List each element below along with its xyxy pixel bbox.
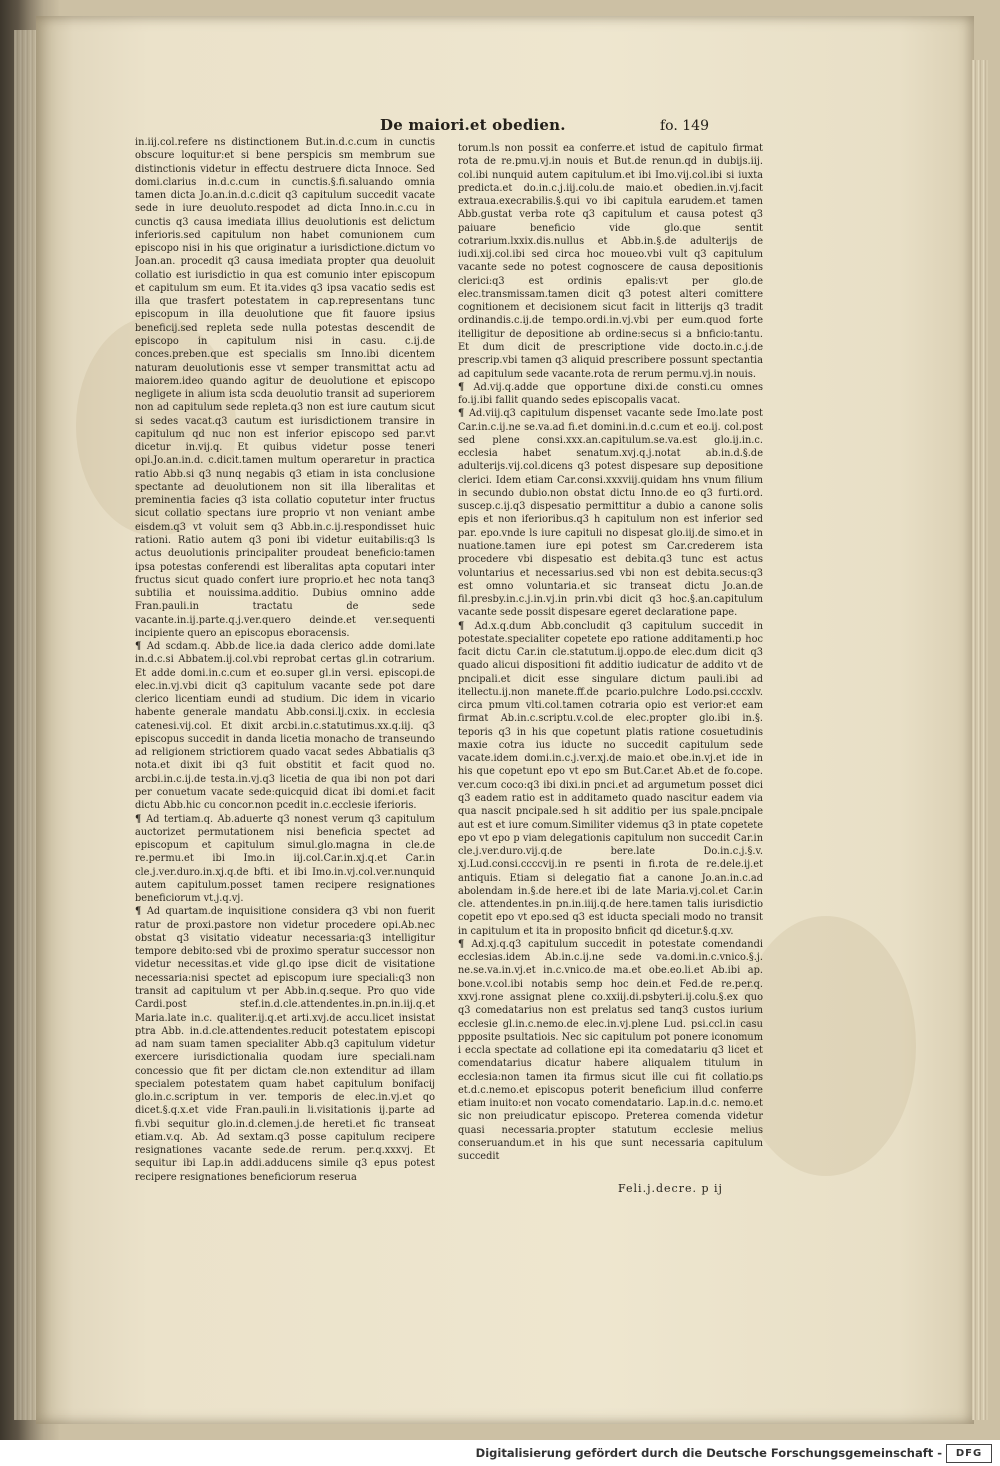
pilcrow-icon: ¶	[135, 813, 147, 825]
paragraph: ¶ Ad.x.q.dum Abb.concludit q3 capitulum succedit in potestate.specialiter copetete epo ratione additamenti.p hoc facit dictu Car.in cle.statutum.ij.oppo.de elec.dum dicit q3 quado alicui dispositioni fit additio iudicatur de addito vt de pncipali.et dicit esse singulare dictum pauli.ibi ad itellectu.ij.non manete.ff.de pcario.pulchre Lodo.psi.cccxlv. circa pmum vlti.col.tamen cotraria opio est verior:et eam firmat Ab.in.c.scriptu.v.col.de elec.propter glo.ibi in.§. teporis q3 in his que copetunt platis ratione cosuetudinis maxie cotra ius iducte no succedit capitulum sede vacate.idem domi.in.c.j.ver.xj.de maio.et obe.in.vj.et ide in his que copetunt epo vt epo sm But.Car.et Ab.et de fo.cope. ver.cum coco:q3 ibi dixi.in pnci.et ad argumetum posset dici q3 eadem ratio est in additameto quado nascitur eadem via qua nascit pncipale.sed h sit additio per ius spale.pncipale aut est et iure comum.Similiter videmus q3 in ptate copetete epo vt epo p viam delegationis capitulum non succedit Car.in cle.j.ver.duro.vij.q.de bere.late Do.in.c.j.§.v. xj.Lud.consi.ccccvij.in re psenti in fi.rota de re.dele.ij.et antiquis. Etiam si delegatio fiat a canone Jo.an.in.c.ad abolendam in.§.de here.et ibi de late Maria.vj.col.et Car.in cle. attendentes.in pn.in.iiij.q.de here.tamen talis iurisdictio copetit epo vt epo.sed q3 est iducta speciali modo no transit in capitulum et ita in proposito bnficit qd dicetur.§.q.xv.	[458, 620, 763, 937]
dfg-logo-icon: DFG	[946, 1444, 992, 1463]
paragraph: ¶ Ad scdam.q. Abb.de lice.ia dada clerico adde domi.late in.d.c.si Abbatem.ij.col.vbi reprobat certas gl.in cotrarium. Et adde domi.in.c.cum et eo.super gl.in versi. episcopi.de elec.in.vj.vbi dicit q3 capitulum vacante sede pot dare clerico licentiam eundi ad studium. Dic idem in vicario habente generale mandatu Abb.consi.lj.cxix. in ecclesia catenesi.vij.col. Et dixit arcbi.in.c.statutimus.xx.q.iij. q3 episcopus succedit in danda licetia monacho de transeundo ad religionem strictiorem quado vacat sedes Abbatialis q3 nota.et dixit ibi q3 fuit obstitit et facit quod no. arcbi.in.c.ij.de testa.in.vj.q3 licetia de qua ibi non pot dari per conuetum vacate sede:quicquid dicat ibi domi.et facit dictu Abb.hic cu concor.non pcedit in.c.ecclesie iferioris.	[135, 641, 435, 812]
paragraph: ¶ Ad.xj.q.q3 capitulum succedit in potestate comendandi ecclesias.idem Ab.in.c.ij.ne sede va.domi.in.c.vnico.§.j. ne.se.va.in.vj.et in.c.vnico.de ma.et obe.eo.li.et Ab.ibi ap. bone.v.col.ibi notabis semp hoc dein.et Fed.de re.per.q. xxvj.rone assignat plene co.xxiij.di.psbyteri.ij.colu.§.ex quo q3 comedatarius non est prelatus sed tanq3 custos iurium ecclesie gl.in.c.nemo.de elec.in.vj.plene Lud. psi.ccl.in casu ppposite psultatiois. Nec sic capitulum pot ponere iconomum i eccla spectate ad collatione epi ita comedatariu q3 licet et comendatarius dicatur habere aliqualem titulum in ecclesia:non tamen ita firmus sicut ille cui fit collatio.ps et.d.c.nemo.et episcopus poterit beneficium illud conferre etiam inuito:et non vocato comendatario. Lap.in.d.c. nemo.et sic non preiudicatur episcopo. Preterea comenda videtur quasi necessaria.propter statutum ecclesie melius conseruandum.et in his que sunt necessaria capitulum succedit	[458, 938, 763, 1163]
running-head: De maiori.et obedien.	[380, 116, 566, 134]
signature-mark: Feli.j.decre. p ij	[618, 1182, 723, 1195]
paragraph: ¶ Ad quartam.de inquisitione considera q3 vbi non fuerit ratur de proxi.pastore non videtur procedere opi.Ab.nec obstat q3 visitatio videatur necessaria:q3 intelligitur tempore debito:sed vbi de proximo speratur successor non videtur necessitas.et vide gl.qo ipse dicit de visitatione necessaria:nisi spectet ad episcopum iure speciali:q3 non transit ad capitulum vt per Abb.in.q.seque. Pro quo vide Cardi.post stef.in.d.cle.attendentes.in.pn.in.iij.q.et Maria.late in.c. qualiter.ij.q.et arti.xvj.de accu.licet insistat ptra Abb. in.d.cle.attendentes.reducit potestatem episcopi ad nam suam tamen specialiter Abb.q3 capitulum videtur exercere iurisdictionalia quodam iure speciali.nam concessio que fit per dictam cle.non extenditur ad illam specialem potestatem quam habet capitulum bonifacij glo.in.c.scriptum in ver. temporis de elec.in.vj.et qo dicet.§.q.x.et vide Fran.pauli.in li.visitationis ij.parte ad fi.vbi sequitur glo.in.d.clemen.j.de hereti.et fic transeat etiam.v.q. Ab. Ad sextam.q3 posse capitulum recipere resignationes vacante sede.de rerum. per.q.xxxvj. Et sequitur ibi Lap.in addi.adducens simile q3 epus potest recipere resignationes beneficiorum reserua	[135, 906, 435, 1183]
paragraph: ¶ Ad tertiam.q. Ab.aduerte q3 nonest verum q3 capitulum auctorizet permutationem nisi beneficia spectet ad episcopum et capitulum simul.glo.magna in cle.de re.permu.et ibi Imo.in iij.col.Car.in.xj.q.et Car.in cle.j.ver.duro.in.xj.q.de bfti. et ibi Imo.in.vj.col.ver.nunquid autem capitulum.posset tamen recipere resignationes beneficiorum vt.j.q.vj.	[135, 813, 435, 905]
folio-number: fo. 149	[660, 118, 709, 134]
left-page-edges	[14, 30, 36, 1420]
paragraph: in.iij.col.refere ns distinctionem But.in.d.c.cum in cunctis obscure loquitur:et si bene perspicis sm membrum sue distinctionis videtur in effectu destruere dicta Innoce. Sed domi.clarius in.d.c.cum in cunctis.§.fi.saluando omnia tamen dicta Jo.an.in.d.c.dicit q3 capitulum succedit vacate sede in iure deuoluto.respodet ad dicta Inno.in.c.cu in cunctis q3 causa imediata illius deuolutionis est delictum inferioris.sed capitulum non habet comunionem cum episcopo nisi in his que originatur a iurisdictione.dictum vo Joan.an. procedit q3 causa imediata propter qua deuoluit collatio est iurisdictio in qua est comunio inter episcopum et capitulum sm eum. Et ita.vides q3 ipsa vacatio sedis est illa que trasfert potestatem in cap.representans tunc episcopum in illa deuolutione que fit fauore ipsius beneficij.sed repleta sede nulla potestas descendit de episcopo in capitulum nisi in casu. c.ij.de conces.preben.que est specialis sm Inno.ibi dicentem naturam deuolutionis esse vt semper transmittat actu ad maiorem.ideo quando agitur de deuolutione et episcopo negligete in alium ista scda deuolutio transit ad superiorem non ad capitulum sede repleta.q3 non est iure cautum sicut si sedes vacat.q3 cautum est iurisdictionem transire in capitulum qd nuc non est inferior episcopo sed par.vt dicetur in.vij.q. Et quibus videtur posse teneri opi.Jo.an.in.d. c.dicit.tamen multum operaretur in practica ratio Abb.si q3 nunq negabis q3 etiam in ista conclusione spectante ad deuolutionem non sit illa liberalitas et preminentia facies q3 ista collatio coputetur inter fructus sicut collatio spectans iure proprio vt non veniant ambe eisdem.q3 vt voluit sem q3 Abb.in.c.ij.respondisset huic rationi. Ratio autem q3 poni ibi videtur euitabilis:q3 ls actus deuolutionis principaliter proudeat beneficio:tamen ipsa potestas conferendi est liberalitas apta coputari inter fructus sicut quado confert iure proprio.et hec nota tanq3 subtilia et nouissima.additio. Dubius omnino adde Fran.pauli.in tractatu de sede vacante.in.ij.parte.q.j.ver.quero deinde.et ver.sequenti incipiente quero an episcopus eboracensis.	[135, 137, 435, 639]
pilcrow-icon: ¶	[458, 620, 475, 632]
paragraph: torum.ls non possit ea conferre.et istud de capitulo firmat rota de re.pmu.vj.in nouis et But.de renun.qd in dubijs.iij. col.ibi nunquid autem capitulum.et ibi Imo.vij.col.ibi si iuxta predicta.et do.in.c.j.iij.colu.de maio.et obedien.in.vj.facit extraua.execrabilis.§.qui vo ibi capitula earudem.et tamen Abb.gustat verba rote q3 capitulum et causa potest q3 paiuare beneficio vide glo.que sentit cotrarium.lxxix.dis.nullus et Abb.in.§.de adulterijs de iudi.xij.col.ibi sed circa hoc moueo.vbi vult q3 capitulum vacante sede no potest cognoscere de causa depositionis clerici:q3 est ordinis epalis:vt per glo.de elec.transmissam.tamen dicit q3 potest alteri comittere cognitionem et decisionem sicut facit in litterijs q3 tradit ordinandis.c.ij.de tempo.ordi.in.vj.vbi per eum.quod forte itelligitur de depositione ab ordine:secus si a bnficio:tantu. Et dum dicit de prescriptione vide docto.in.c.j.de prescrip.vbi tamen q3 aliquid prescribere possunt spectantia ad capitulum sede vacante.rota de rerum permu.vj.in nouis.	[458, 143, 763, 380]
pilcrow-icon: ¶	[458, 938, 472, 950]
right-text-column	[458, 142, 763, 1188]
left-text-column	[135, 136, 435, 1196]
pilcrow-icon: ¶	[135, 641, 147, 653]
paragraph: ¶ Ad.vij.q.adde que opportune dixi.de consti.cu omnes fo.ij.ibi fallit quando sedes episcopalis vacat.	[458, 381, 763, 407]
pilcrow-icon: ¶	[458, 381, 474, 393]
pilcrow-icon: ¶	[135, 906, 147, 918]
pilcrow-icon: ¶	[458, 408, 469, 420]
paper-stain	[736, 916, 916, 1176]
paragraph: ¶ Ad.viij.q3 capitulum dispenset vacante sede Imo.late post Car.in.c.ij.ne se.va.ad fi.et domini.in.d.c.cum et eo.ij. col.post sed plene consi.xxx.an.capitulum.se.va.est glo.ij.in.c. ecclesia habet senatum.xvj.q.j.notat ab.in.d.§.de adulterijs.vij.col.dicens q3 potest dispesare sup depositione clerici. Idem etiam Car.consi.xxxviij.quidam hns vnum filium in secundo dubio.non obstat dictu Inno.de eo q3 furti.ord. suscep.c.ij.q3 dispesatio permittitur a dubio a canone solis epis et non iferioribus.q3 h capitulum non est inferior sed par. epo.vnde ls iure capituli no dispesat glo.iij.de simo.et in nuatione.tamen iure epi potest sm Car.crederem ista procedere vbi dispesatio est debita.q3 tunc est actus voluntarius et necessarius.sed vbi non est debita.secus:q3 est omno voluntaria.et sic transeat dictu Jo.an.de fil.presby.in.c.j.in.vj.in prin.vbi dicit q3 hoc.§.an.capitulum vacante sede possit dispesare egeret declaratione pape.	[458, 408, 763, 619]
right-page-edges	[972, 60, 988, 1420]
funding-credit: Digitalisierung gefördert durch die Deutsche Forschungsgemeinschaft -	[475, 1446, 942, 1460]
footer-bar	[0, 1440, 1000, 1466]
